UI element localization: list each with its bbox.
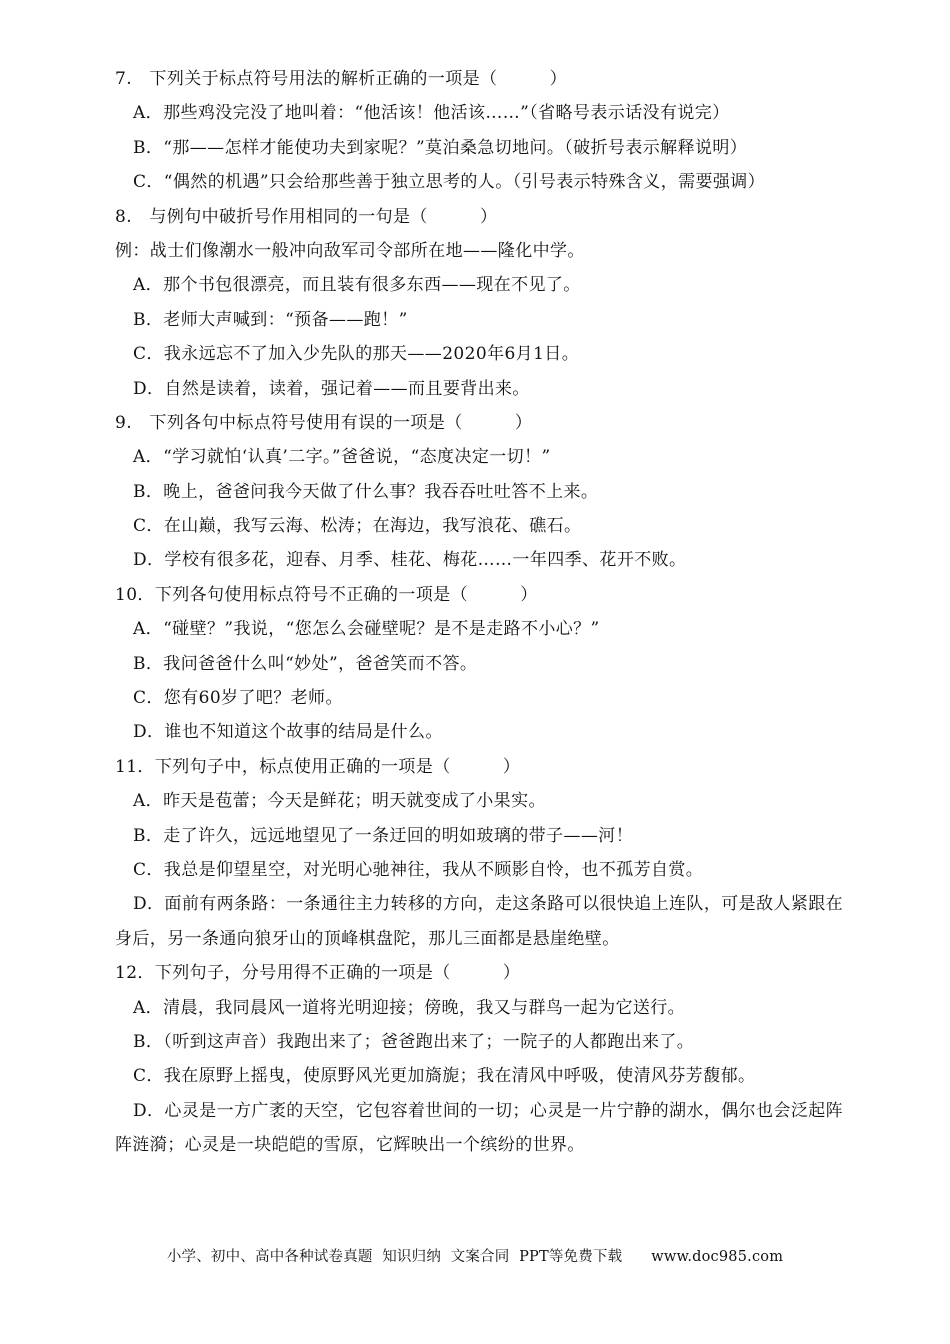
page-footer	[0, 1245, 950, 1266]
question-7-option-c: C．“偶然的机遇”只会给那些善于独立思考的人。（引号表示特殊含义，需要强调）	[133, 172, 766, 193]
question-8-option-b: B．老师大声喊到：“预备——跑！”	[133, 309, 408, 330]
question-8-example: 例：战士们像潮水一般冲向敌军司令部所在地——隆化中学。	[115, 240, 585, 261]
question-12-option-b: B．（听到这声音）我跑出来了；爸爸跑出来了；一院子的人都跑出来了。	[133, 1031, 695, 1052]
question-10-option-b: B．我问爸爸什么叫“妙处”，爸爸笑而不答。	[133, 653, 478, 674]
question-11-stem: 11．下列句子中，标点使用正确的一项是（ ）	[115, 756, 521, 777]
question-8-option-c: C．我永远忘不了加入少先队的那天——2020年6月1日。	[133, 344, 580, 365]
question-11-option-a: A．昨天是苞蕾；今天是鲜花；明天就变成了小果实。	[133, 791, 546, 812]
question-9-option-d: D．学校有很多花，迎春、月季、桂花、梅花……一年四季、花开不败。	[133, 550, 687, 571]
question-11-option-c: C．我总是仰望星空，对光明心驰神往，我从不顾影自怜，也不孤芳自赏。	[133, 860, 704, 880]
question-7-option-b: B．“那——怎样才能使功夫到家呢？”莫泊桑急切地问。（破折号表示解释说明）	[133, 137, 748, 158]
question-9-option-a: A．“学习就怕‘认真’二字。”爸爸说，“态度决定一切！”	[133, 447, 551, 468]
question-9-option-b: B．晚上，爸爸问我今天做了什么事？我吞吞吐吐答不上来。	[133, 481, 599, 502]
question-7-option-a: A．那些鸡没完没了地叫着：“他活该！他活该……”（省略号表示话没有说完）	[133, 103, 730, 124]
question-12-option-d: D．心灵是一方广袤的天空，它包容着世间的一切；心灵是一片宁静的湖水，偶尔也会泛起阵阵涟漪；心灵是一块皑皑的雪原，它辉映出一个缤纷的世界。	[115, 1100, 844, 1156]
footer-url[interactable]: www.doc985.com	[651, 1249, 784, 1265]
exam-page	[115, 62, 845, 1163]
question-9-stem: 9. 下列各句中标点符号使用有误的一项是（ ）	[115, 412, 533, 433]
question-12-option-c: C．我在原野上摇曳，使原野风光更加旖旎；我在清风中呼吸，使清风芬芳馥郁。	[133, 1066, 756, 1087]
question-9-option-c: C．在山巅，我写云海、松涛；在海边，我写浪花、礁石。	[133, 516, 582, 537]
footer-text: 小学、初中、高中各种试卷真题 知识归纳 文案合同 PPT等免费下载	[166, 1249, 623, 1265]
question-8-option-a: A．那个书包很漂亮，而且装有很多东西——现在不见了。	[133, 275, 581, 296]
question-8-stem: 8. 与例句中破折号作用相同的一句是（ ）	[115, 206, 498, 227]
question-10-option-d: D．谁也不知道这个故事的结局是什么。	[133, 722, 443, 743]
question-10-option-a: A．“碰壁？”我说，“您怎么会碰壁呢？是不是走路不小心？”	[133, 619, 600, 640]
question-11-option-d: D．面前有两条路：一条通往主力转移的方向，走这条路可以很快追上连队，可是敌人紧跟在身后，另一条通向狼牙山的顶峰棋盘陀，那儿三面都是悬崖绝壁。	[115, 894, 844, 949]
question-8-option-d: D．自然是读着，读着，强记着——而且要背出来。	[133, 378, 530, 399]
question-10-option-c: C．您有60岁了吧？老师。	[133, 688, 343, 709]
question-12-option-a: A．清晨，我同晨风一道将光明迎接；傍晚，我又与群鸟一起为它送行。	[133, 997, 686, 1018]
question-7-stem: 7. 下列关于标点符号用法的解析正确的一项是（ ）	[115, 69, 568, 89]
question-10-stem: 10．下列各句使用标点符号不正确的一项是（ ）	[115, 584, 538, 605]
question-11-option-b: B．走了许久，远远地望见了一条迂回的明如玻璃的带子——河！	[133, 825, 634, 846]
question-12-stem: 12．下列句子，分号用得不正确的一项是（ ）	[115, 963, 521, 984]
